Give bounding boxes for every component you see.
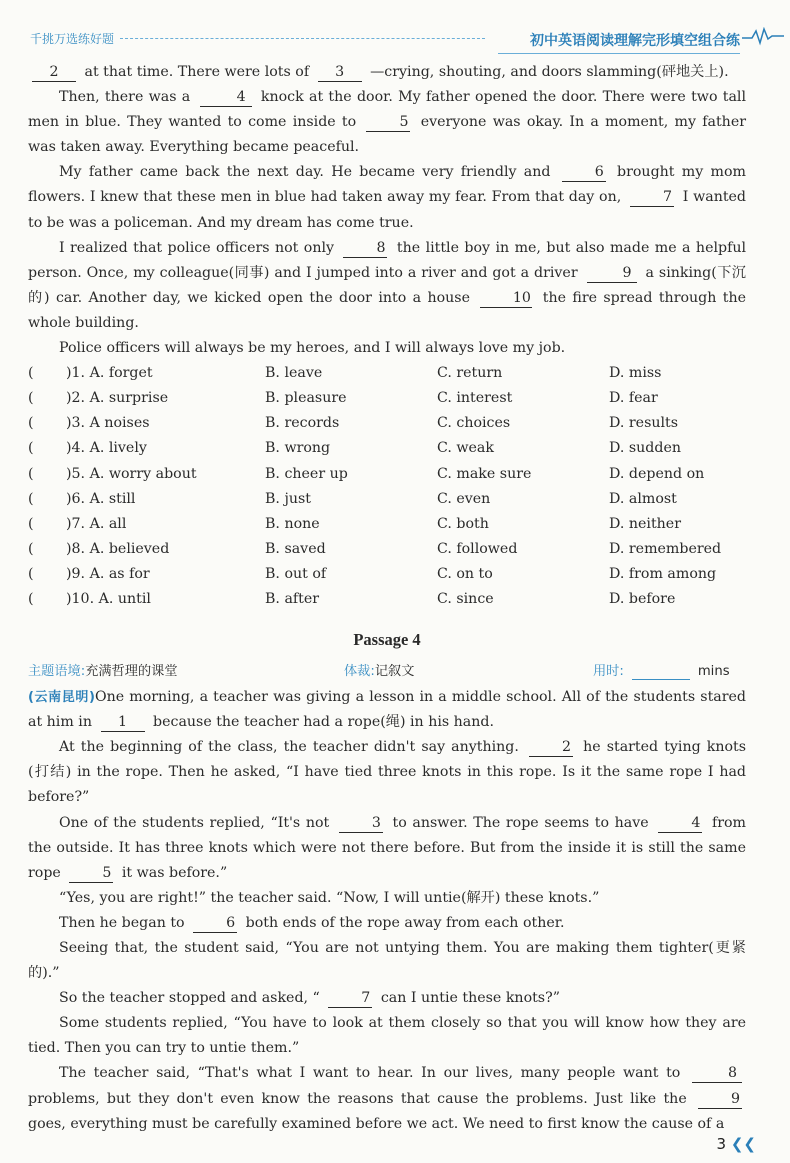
passage-meta — [28, 658, 746, 685]
question-row — [28, 537, 746, 562]
theme-value: 充满哲理的课堂 — [85, 664, 178, 680]
passage3-paragraph-2: Then, there was a 4 knock at the door. My father opened the door. There were two tall men in blue. They wanted to come inside to 5 everyone was okay. In a moment, my father was taken away. Everything became peaceful. — [28, 89, 747, 156]
option-a[interactable]: )3. A noises — [66, 415, 150, 432]
option-d[interactable]: D. sudden — [609, 440, 682, 457]
option-a[interactable]: )9. A. as for — [66, 565, 150, 582]
option-c[interactable]: C. return — [437, 365, 503, 382]
option-a[interactable]: )1. A. forget — [66, 365, 153, 382]
option-c[interactable]: C. on to — [437, 565, 493, 582]
option-a[interactable]: )4. A. lively — [66, 440, 147, 457]
answer-bracket[interactable]: ( — [28, 465, 34, 482]
option-c[interactable]: C. since — [437, 590, 494, 607]
blank-2[interactable]: 2 — [529, 738, 573, 757]
option-a[interactable]: )10. A. until — [66, 590, 151, 607]
option-a[interactable]: )7. A. all — [66, 515, 127, 532]
option-a[interactable]: )2. A. surprise — [66, 390, 169, 407]
option-b[interactable]: B. after — [265, 590, 320, 607]
answer-bracket[interactable]: ( — [28, 490, 34, 507]
answer-bracket[interactable]: ( — [28, 415, 34, 432]
blank-4[interactable]: 4 — [200, 88, 252, 107]
answer-bracket[interactable]: ( — [28, 590, 34, 607]
question-row — [28, 411, 746, 436]
answer-bracket[interactable]: ( — [28, 365, 34, 382]
page-content — [28, 60, 746, 1137]
passage3-paragraph-3: My father came back the next day. He became very friendly and 6 brought my mom flowers. I knew that these men in blue had taken away my fear. From that day on, 7 I wanted to be was a policeman. And my dream has come true. — [28, 164, 747, 231]
question-row — [28, 512, 746, 537]
passage4-paragraph-1: (云南昆明)One morning, a teacher was giving a lesson in a middle school. All of the students stared at him in 1 because the teacher had a rope(绳) in his hand. — [28, 689, 746, 731]
question-row — [28, 487, 746, 512]
blank-10[interactable]: 10 — [480, 289, 532, 308]
passage4-paragraph-8: Some students replied, “You have to look at them closely so that you will know how they are tied. Then you can try to untie them.” — [28, 1015, 746, 1057]
page-number: 3 ❮❮ — [716, 1135, 756, 1153]
answer-bracket[interactable]: ( — [28, 515, 34, 532]
option-b[interactable]: B. none — [265, 515, 320, 532]
passage4-paragraph-7: So the teacher stopped and asked, “ 7 can I untie these knots?” — [59, 990, 560, 1007]
question-row — [28, 587, 746, 612]
option-b[interactable]: B. records — [265, 415, 340, 432]
header-dashed-line — [120, 38, 485, 39]
passage4-paragraph-9: The teacher said, “That's what I want to hear. In our lives, many people want to 8 problems, but they don't even know the reasons that cause the problems. Just like the 9 goes, everything must be carefully examined before we act. We need to first know the cause of a — [28, 1065, 741, 1132]
option-c[interactable]: C. interest — [437, 390, 513, 407]
question-row — [28, 462, 746, 487]
option-b[interactable]: B. wrong — [265, 440, 331, 457]
blank-6[interactable]: 6 — [562, 163, 606, 182]
passage4-paragraph-4: “Yes, you are right!” the teacher said. “Now, I will untie(解开) these knots.” — [59, 889, 600, 906]
question-row — [28, 361, 746, 386]
blank-7[interactable]: 7 — [630, 188, 674, 207]
answer-bracket[interactable]: ( — [28, 390, 34, 407]
header-rule — [498, 53, 740, 54]
blank-1[interactable]: 1 — [101, 713, 145, 732]
option-d[interactable]: D. from among — [609, 565, 717, 582]
region-tag: (云南昆明) — [28, 690, 95, 706]
question-list — [28, 361, 746, 612]
option-d[interactable]: D. remembered — [609, 540, 722, 557]
passage-title: Passage 4 — [353, 630, 421, 650]
book-title: 初中英语阅读理解完形填空组合练 — [530, 33, 740, 49]
blank-2[interactable]: 2 — [32, 63, 76, 82]
blank-3[interactable]: 3 — [318, 63, 362, 82]
option-a[interactable]: )8. A. believed — [66, 540, 170, 557]
genre-label: 体裁: — [344, 664, 375, 680]
passage4-paragraph-2: At the beginning of the class, the teacher didn't say anything. 2 he started tying knots (打结) in the rope. Then he asked, “I have tied three knots in this rope. Is it the same rope I had before?” — [28, 739, 747, 806]
option-a[interactable]: )5. A. worry about — [66, 465, 197, 482]
time-field[interactable] — [632, 663, 690, 680]
option-a[interactable]: )6. A. still — [66, 490, 136, 507]
time-label: 用时: — [593, 664, 624, 680]
question-row — [28, 562, 746, 587]
passage4-paragraph-3: One of the students replied, “It's not 3 to answer. The rope seems to have 4 from the outside. It has three knots which were not there before. But from the inside it is still the same rope 5 it was before.” — [28, 814, 747, 881]
passage3-paragraph-1: 2 at that time. There were lots of 3 —crying, shouting, and doors slamming(砰地关上). — [28, 60, 746, 85]
passage4-paragraph-6: Seeing that, the student said, “You are not untying them. You are making them tighter(更紧的).” — [28, 940, 746, 982]
pulse-wave-icon — [742, 27, 784, 47]
option-b[interactable]: B. out of — [265, 565, 327, 582]
option-d[interactable]: D. almost — [609, 490, 677, 507]
blank-6[interactable]: 6 — [193, 914, 237, 933]
blank-5[interactable]: 5 — [366, 113, 410, 132]
passage4-paragraph-5: Then he began to 6 both ends of the rope away from each other. — [59, 914, 565, 931]
blank-5[interactable]: 5 — [69, 864, 113, 883]
option-c[interactable]: C. even — [437, 490, 491, 507]
option-c[interactable]: C. make sure — [437, 465, 532, 482]
answer-bracket[interactable]: ( — [28, 440, 34, 457]
double-chevron-left-icon: ❮❮ — [730, 1135, 756, 1153]
series-title: 千挑万选练好题 — [30, 32, 115, 46]
passage3-paragraph-5: Police officers will always be my heroes, and I will always love my job. — [59, 340, 566, 357]
theme-label: 主题语境: — [28, 664, 86, 680]
blank-3[interactable]: 3 — [339, 814, 383, 833]
blank-4[interactable]: 4 — [658, 814, 702, 833]
blank-7[interactable]: 7 — [328, 989, 372, 1008]
option-d[interactable]: D. before — [609, 590, 676, 607]
answer-bracket[interactable]: ( — [28, 565, 34, 582]
option-b[interactable]: B. pleasure — [265, 390, 347, 407]
option-d[interactable]: D. miss — [609, 365, 662, 382]
page-header — [0, 0, 790, 60]
blank-9[interactable]: 9 — [698, 1090, 742, 1109]
option-b[interactable]: B. saved — [265, 540, 326, 557]
option-d[interactable]: D. depend on — [609, 465, 705, 482]
option-d[interactable]: D. results — [609, 415, 679, 432]
option-b[interactable]: B. cheer up — [265, 465, 348, 482]
option-c[interactable]: C. weak — [437, 440, 494, 457]
option-d[interactable]: D. neither — [609, 515, 681, 532]
option-d[interactable]: D. fear — [609, 390, 658, 407]
option-c[interactable]: C. followed — [437, 540, 518, 557]
option-c[interactable]: C. both — [437, 515, 489, 532]
time-unit: mins — [697, 664, 730, 680]
answer-bracket[interactable]: ( — [28, 540, 34, 557]
option-c[interactable]: C. choices — [437, 415, 511, 432]
option-b[interactable]: B. leave — [265, 365, 323, 382]
blank-8[interactable]: 8 — [343, 239, 387, 258]
question-row — [28, 436, 746, 461]
blank-9[interactable]: 9 — [587, 264, 637, 283]
question-row — [28, 386, 746, 411]
option-b[interactable]: B. just — [265, 490, 311, 507]
blank-8[interactable]: 8 — [692, 1064, 742, 1083]
passage3-paragraph-4: I realized that police officers not only 8 the little boy in me, but also made me a helpful person. Once, my colleague(同事) and I jumped into a river and got a driver 9 a sinking(下沉的) car. Another day, we kicked open the door into a house 10 the fire spread through the whole building. — [28, 239, 747, 331]
genre-value: 记叙文 — [374, 664, 415, 680]
